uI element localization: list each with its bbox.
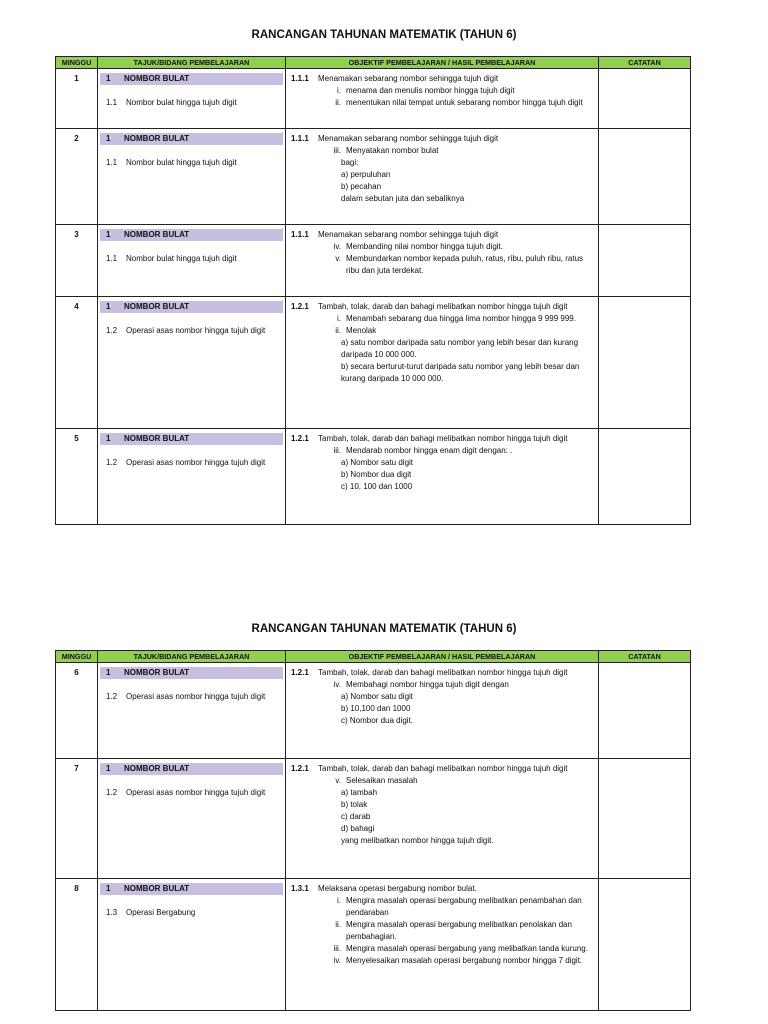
topic-number: 1: [106, 884, 111, 893]
objective-item: [291, 955, 594, 967]
item-text: Menambah sebarang dua hingga lima nombor hingga 9 999 999.: [346, 314, 576, 323]
subtopic: [100, 907, 283, 919]
sub-item: a) tambah: [341, 788, 378, 797]
subtopic: [100, 97, 283, 109]
item-numeral: ii.: [335, 920, 341, 929]
objective-text: Tambah, tolak, darab dan bahagi melibatkan nombor hingga tujuh digit: [318, 434, 568, 443]
topic-heading: [100, 883, 283, 895]
week-cell: 7: [56, 759, 98, 879]
sub-item: b) pecahan: [341, 182, 382, 191]
subtopic: [100, 157, 283, 169]
objective-text: Menamakan sebarang nombor sehingga tujuh digit: [318, 74, 499, 83]
objective-code: 1.2.1: [291, 764, 309, 773]
item-numeral: i.: [337, 86, 341, 95]
catatan-cell: [599, 69, 691, 129]
objective-code: 1.1.1: [291, 74, 309, 83]
topic-cell: [98, 759, 286, 879]
subtopic: [100, 253, 283, 265]
objective-item: [291, 97, 594, 109]
subtopic-title: Nombor bulat hingga tujuh digit: [126, 98, 237, 107]
topic-title: NOMBOR BULAT: [124, 668, 190, 677]
objective-heading: [291, 667, 594, 679]
objective-text: Menamakan sebarang nombor sehingga tujuh digit: [318, 134, 499, 143]
subtopic-number: 1.2: [106, 788, 118, 797]
topic-heading: [100, 133, 283, 145]
header-objektif: OBJEKTIF PEMBELAJARAN / HASIL PEMBELAJARAN: [286, 651, 599, 663]
subtopic-number: 1.2: [106, 458, 118, 467]
table-row: [56, 663, 691, 759]
objective-heading: [291, 433, 594, 445]
subtopic-number: 1.1: [106, 158, 118, 167]
topic-cell: [98, 225, 286, 297]
sub-item: dalam sebutan juta dan sebaliknya: [341, 194, 465, 203]
item-numeral: i.: [337, 314, 341, 323]
sub-item: a) perpuluhan: [341, 170, 391, 179]
objective-cell: [286, 129, 599, 225]
plan-table-section-2: [55, 650, 690, 1011]
subtopic-number: 1.2: [106, 326, 118, 335]
table-row: [56, 225, 691, 297]
subtopic: [100, 325, 283, 337]
week-cell: 4: [56, 297, 98, 429]
table-row: [56, 879, 691, 1011]
topic-number: 1: [106, 230, 111, 239]
topic-cell: [98, 663, 286, 759]
objective-item: [291, 325, 594, 337]
subtopic-number: 1.2: [106, 692, 118, 701]
plan-table-section-1: [55, 56, 690, 525]
topic-heading: [100, 763, 283, 775]
page-title-2: RANCANGAN TAHUNAN MATEMATIK (TAHUN 6): [251, 623, 517, 635]
item-text: Membahagi nombor hingga tujuh digit dengan: [346, 680, 509, 689]
week-cell: 8: [56, 879, 98, 1011]
objective-item: [291, 679, 594, 691]
item-text: menama dan menulis nombor hingga tujuh digit: [346, 86, 515, 95]
subtopic: [100, 787, 283, 799]
subtopic-title: Operasi asas nombor hingga tujuh digit: [126, 788, 266, 797]
topic-number: 1: [106, 302, 111, 311]
objective-item: [291, 241, 594, 253]
objective-item: [291, 919, 594, 943]
objective-text: Tambah, tolak, darab dan bahagi melibatkan nombor hingga tujuh digit: [318, 302, 568, 311]
item-numeral: v.: [335, 776, 341, 785]
topic-title: NOMBOR BULAT: [124, 134, 190, 143]
objective-cell: [286, 225, 599, 297]
sub-item: bagi:: [341, 158, 359, 167]
topic-number: 1: [106, 74, 111, 83]
subtopic-title: Nombor bulat hingga tujuh digit: [126, 158, 237, 167]
table-row: [56, 69, 691, 129]
topic-heading: [100, 73, 283, 85]
item-text: Menyatakan nombor bulat: [346, 146, 439, 155]
topic-cell: [98, 129, 286, 225]
item-numeral: iv.: [333, 242, 341, 251]
topic-cell: [98, 429, 286, 525]
topic-title: NOMBOR BULAT: [124, 74, 190, 83]
topic-cell: [98, 69, 286, 129]
week-cell: 3: [56, 225, 98, 297]
week-cell: 5: [56, 429, 98, 525]
objective-cell: [286, 297, 599, 429]
header-objektif: OBJEKTIF PEMBELAJARAN / HASIL PEMBELAJARAN: [286, 57, 599, 69]
subtopic: [100, 691, 283, 703]
item-numeral: ii.: [335, 98, 341, 107]
objective-item: [291, 253, 594, 277]
objective-item: [291, 313, 594, 325]
sub-item: a) satu nombor daripada satu nombor yang lebih besar dan kurang daripada 10 000 000.: [341, 338, 579, 359]
item-text: Menolak: [346, 326, 377, 335]
table-row: [56, 429, 691, 525]
topic-title: NOMBOR BULAT: [124, 764, 190, 773]
item-text: Mengira masalah operasi bergabung melibatkan penambahan dan pendaraban: [346, 896, 582, 917]
item-numeral: iv.: [333, 956, 341, 965]
header-tajuk: TAJUK/BIDANG PEMBELAJARAN: [98, 651, 286, 663]
objective-heading: [291, 883, 594, 895]
subtopic-number: 1.1: [106, 98, 118, 107]
objective-cell: [286, 663, 599, 759]
topic-heading: [100, 433, 283, 445]
week-cell: 6: [56, 663, 98, 759]
catatan-cell: [599, 663, 691, 759]
week-cell: 1: [56, 69, 98, 129]
item-text: Mengira masalah operasi bergabung melibatkan penolakan dan pembahagian.: [346, 920, 572, 941]
item-text: menentukan nilai tempat untuk sebarang nombor hingga tujuh digit: [346, 98, 583, 107]
sub-item: yang melibatkan nombor hingga tujuh digit.: [341, 836, 494, 845]
topic-cell: [98, 297, 286, 429]
page-title-1: RANCANGAN TAHUNAN MATEMATIK (TAHUN 6): [251, 29, 517, 41]
catatan-cell: [599, 879, 691, 1011]
objective-code: 1.3.1: [291, 884, 309, 893]
objective-code: 1.1.1: [291, 230, 309, 239]
subtopic-number: 1.1: [106, 254, 118, 263]
topic-title: NOMBOR BULAT: [124, 884, 190, 893]
item-numeral: ii.: [335, 326, 341, 335]
catatan-cell: [599, 759, 691, 879]
subtopic-title: Operasi asas nombor hingga tujuh digit: [126, 326, 266, 335]
plan-table-1: [55, 56, 691, 525]
objective-code: 1.2.1: [291, 668, 309, 677]
topic-title: NOMBOR BULAT: [124, 230, 190, 239]
table-header-row: [56, 651, 691, 663]
catatan-cell: [599, 225, 691, 297]
item-text: Membanding nilai nombor hingga tujuh digit.: [346, 242, 503, 251]
sub-item: c) 10, 100 dan 1000: [341, 482, 413, 491]
item-text: Membundarkan nombor kepada puluh, ratus, ribu, puluh ribu, ratus ribu dan juta terdekat.: [346, 254, 584, 275]
item-numeral: iii.: [333, 944, 341, 953]
table-row: [56, 297, 691, 429]
objective-text: Tambah, tolak, darab dan bahagi melibatkan nombor hingga tujuh digit: [318, 668, 568, 677]
objective-item: [291, 445, 594, 457]
catatan-cell: [599, 129, 691, 225]
sub-item: b) secara berturut-turut daripada satu nombor yang lebih besar dan kurang daripada 10 000 000.: [341, 362, 580, 383]
topic-number: 1: [106, 134, 111, 143]
subtopic: [100, 457, 283, 469]
objective-text: Menamakan sebarang nombor sehingga tujuh digit: [318, 230, 499, 239]
item-text: Mendarab nombor hingga enam digit dengan: .: [346, 446, 513, 455]
subtopic-title: Nombor bulat hingga tujuh digit: [126, 254, 237, 263]
subtopic-title: Operasi asas nombor hingga tujuh digit: [126, 692, 266, 701]
sub-item: a) Nombor satu digit: [341, 692, 414, 701]
table-row: [56, 759, 691, 879]
topic-cell: [98, 879, 286, 1011]
objective-heading: [291, 229, 594, 241]
item-text: Mengira masalah operasi bergabung yang melibatkan tanda kurung.: [346, 944, 588, 953]
plan-table-2: [55, 650, 691, 1011]
item-numeral: iv.: [333, 680, 341, 689]
topic-number: 1: [106, 764, 111, 773]
objective-text: Melaksana operasi bergabung nombor bulat.: [318, 884, 477, 893]
objective-item: [291, 145, 594, 157]
item-text: Selesaikan masalah: [346, 776, 418, 785]
topic-number: 1: [106, 668, 111, 677]
objective-code: 1.2.1: [291, 302, 309, 311]
subtopic-title: Operasi asas nombor hingga tujuh digit: [126, 458, 266, 467]
topic-heading: [100, 667, 283, 679]
objective-code: 1.2.1: [291, 434, 309, 443]
objective-item: [291, 895, 594, 919]
topic-number: 1: [106, 434, 111, 443]
topic-heading: [100, 229, 283, 241]
sub-item: d) bahagi: [341, 824, 375, 833]
topic-title: NOMBOR BULAT: [124, 302, 190, 311]
subtopic-title: Operasi Bergabung: [126, 908, 196, 917]
objective-item: [291, 775, 594, 787]
sub-item: b) 10,100 dan 1000: [341, 704, 411, 713]
header-catatan: CATATAN: [599, 651, 691, 663]
subtopic-number: 1.3: [106, 908, 118, 917]
sub-item: c) darab: [341, 812, 371, 821]
item-numeral: iii.: [333, 446, 341, 455]
header-minggu: MINGGU: [56, 651, 98, 663]
item-text: Menyelesaikan masalah operasi bergabung nombor hingga 7 digit.: [346, 956, 583, 965]
objective-item: [291, 943, 594, 955]
sub-item: b) Nombor dua digit: [341, 470, 412, 479]
objective-heading: [291, 133, 594, 145]
objective-cell: [286, 759, 599, 879]
objective-heading: [291, 301, 594, 313]
objective-item: [291, 85, 594, 97]
table-row: [56, 129, 691, 225]
objective-cell: [286, 69, 599, 129]
catatan-cell: [599, 429, 691, 525]
week-cell: 2: [56, 129, 98, 225]
objective-code: 1.1.1: [291, 134, 309, 143]
topic-title: NOMBOR BULAT: [124, 434, 190, 443]
objective-text: Tambah, tolak, darab dan bahagi melibatkan nombor hingga tujuh digit: [318, 764, 568, 773]
objective-cell: [286, 879, 599, 1011]
item-numeral: v.: [335, 254, 341, 263]
sub-item: b) tolak: [341, 800, 368, 809]
header-catatan: CATATAN: [599, 57, 691, 69]
objective-cell: [286, 429, 599, 525]
catatan-cell: [599, 297, 691, 429]
sub-item: a) Nombor satu digit: [341, 458, 414, 467]
table-header-row: [56, 57, 691, 69]
objective-heading: [291, 763, 594, 775]
header-minggu: MINGGU: [56, 57, 98, 69]
item-numeral: i.: [337, 896, 341, 905]
sub-item: c) Nombor dua digit.: [341, 716, 414, 725]
objective-heading: [291, 73, 594, 85]
header-tajuk: TAJUK/BIDANG PEMBELAJARAN: [98, 57, 286, 69]
topic-heading: [100, 301, 283, 313]
item-numeral: iii.: [333, 146, 341, 155]
